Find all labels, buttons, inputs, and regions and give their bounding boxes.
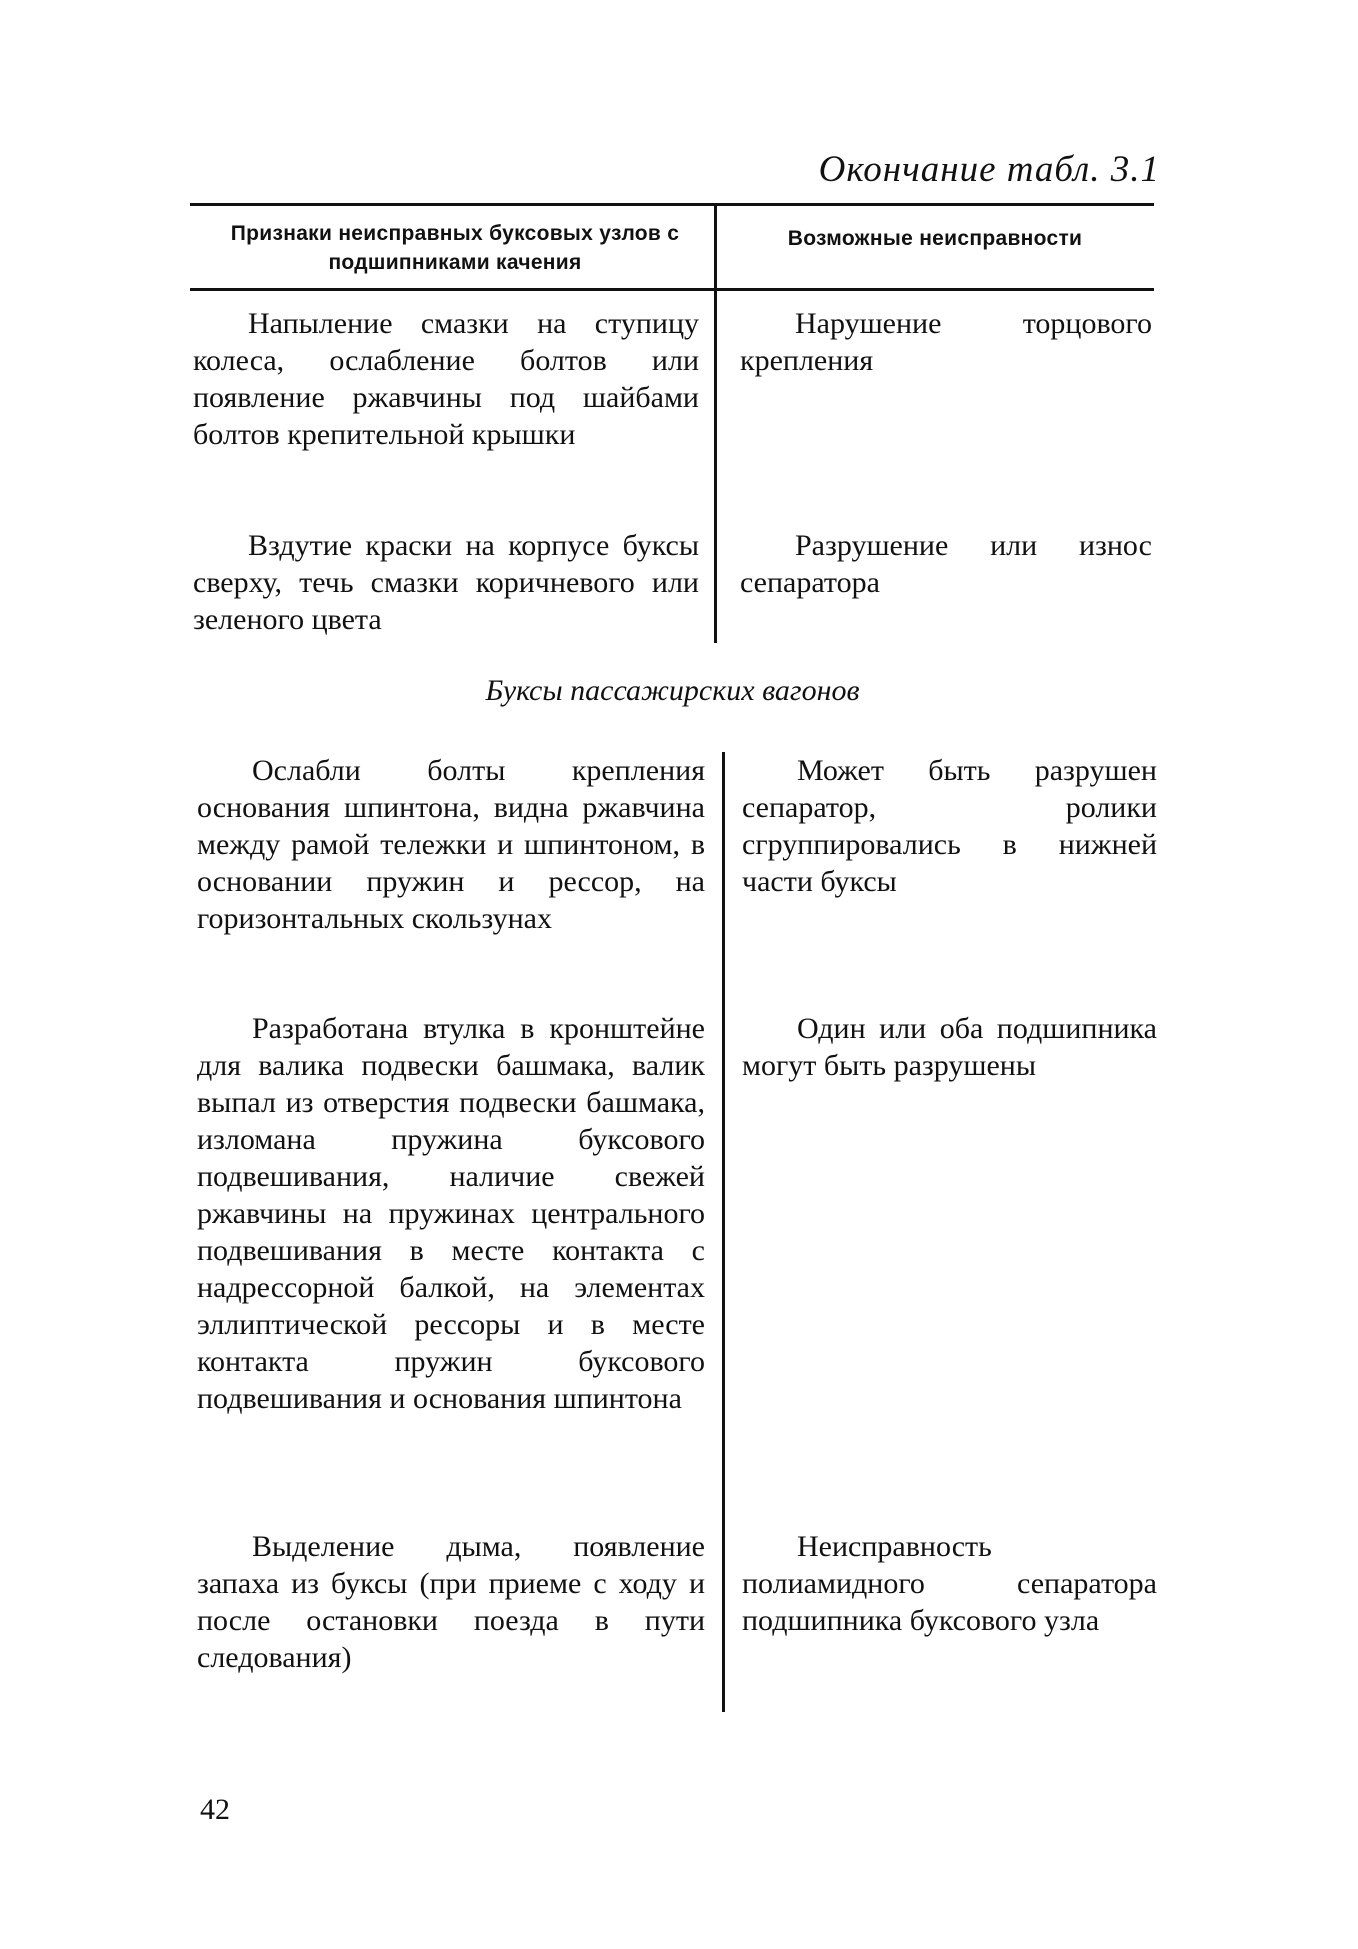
page-number: 42 xyxy=(200,1793,230,1826)
column-divider-bottom xyxy=(722,752,725,1712)
header-col-faults: Возможные неисправности xyxy=(787,227,1083,250)
row5-sign: Выделение дыма, появление запаха из буксы (при приеме с ходу и после остановки поезда в пути следования) xyxy=(197,1530,705,1674)
row2-sign: Вздутие краски на корпусе буксы сверху, течь смазки коричневого или зеленого цвета xyxy=(193,529,699,636)
table-caption: Окончание табл. 3.1 xyxy=(818,149,1160,190)
row3-fault: Может быть разрушен сепаратор, ролики сгруппировались в нижней части буксы xyxy=(742,754,1157,898)
table-top-rule xyxy=(190,203,1154,206)
header-col-signs: Признаки неисправных буксовых узлов с подшипниками качения xyxy=(230,222,680,274)
row5-fault: Неисправность полиамидного сепаратора подшипника буксового узла xyxy=(742,1530,1157,1637)
row1-sign: Напыление смазки на ступицу колеса, ослабление болтов или появление ржавчины под шайбами болтов крепительной крышки xyxy=(193,307,699,451)
row4-sign: Разработана втулка в кронштейне для валика подвески башмака, валик выпал из отверстия подвески башмака, изломана пружина буксового подвешивания, наличие свежей ржавчины на пружинах центрального подвешивания в месте контакта с надрессорной балкой, на элементах эллиптической рессоры и в месте контакта пружин буксового подвешивания и основания шпинтона xyxy=(197,1012,705,1415)
row4-fault: Один или оба подшипника могут быть разрушены xyxy=(742,1012,1157,1082)
row3-sign: Ослабли болты крепления основания шпинтона, видна ржавчина между рамой тележки и шпинтоном, в основании пружин и рессор, на горизонтальных скользунах xyxy=(197,754,705,935)
column-divider-top xyxy=(714,203,717,643)
row2-fault: Разрушение или износ сепаратора xyxy=(740,529,1152,599)
section-title: Буксы пассажирских вагонов xyxy=(485,674,860,707)
header-bottom-rule xyxy=(190,288,1154,291)
row1-fault: Нарушение торцового крепления xyxy=(740,307,1152,377)
